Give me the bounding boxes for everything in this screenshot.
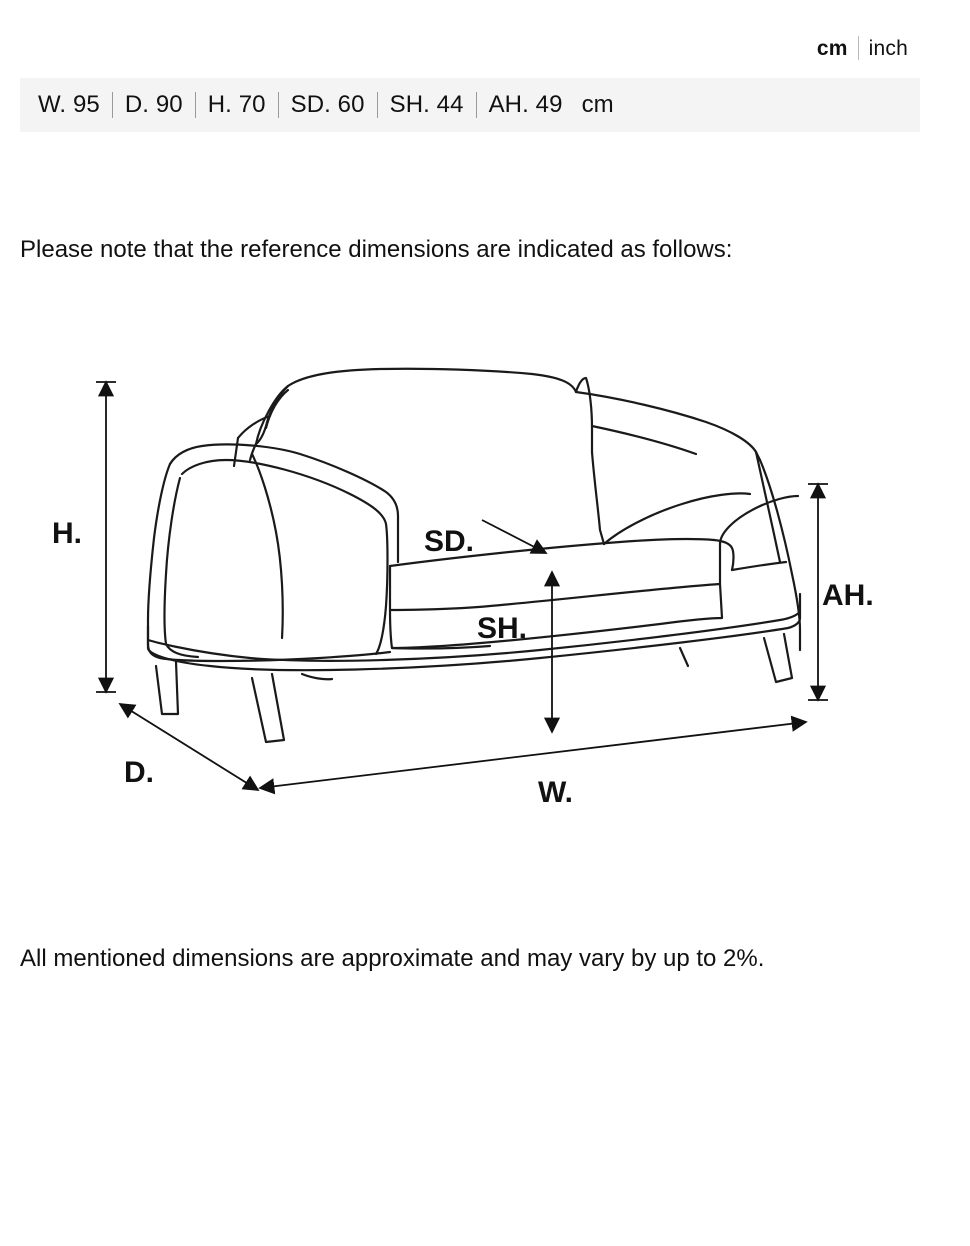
label-arm-height: AH. [822,579,874,612]
dimensions-band [20,78,920,132]
dimension-seat-depth: SD. 60 [290,91,365,118]
dimension-arm-height: AH. 49 [488,91,563,118]
dimension-divider [195,92,196,118]
unit-toggle[interactable] [807,36,918,60]
width-arrow [260,722,806,788]
label-seat-depth: SD. [424,525,475,558]
dimension-divider [278,92,279,118]
dimension-divider [377,92,378,118]
dimension-seat-height: SH. 44 [389,91,464,118]
dimensions-unit-label: cm [581,91,614,118]
armchair-illustration [20,348,940,848]
dimension-divider [476,92,477,118]
label-depth: D. [124,756,154,789]
dimension-height: H. 70 [207,91,266,118]
unit-option-cm[interactable]: cm [816,36,848,60]
label-width: W. [538,776,573,809]
label-height: H. [52,517,82,550]
dimension-depth: D. 90 [124,91,183,118]
label-seat-height: SH. [477,612,528,645]
unit-option-inch[interactable]: inch [868,36,908,60]
armchair-dimension-diagram [20,348,940,848]
dimension-width: W. 95 [38,91,100,118]
approximate-dimensions-note: All mentioned dimensions are approximate and may vary by up to 2%. [20,945,765,972]
reference-dimensions-note: Please note that the reference dimensions are indicated as follows: [20,236,733,263]
dimensions-list [38,91,614,119]
dimension-divider [112,92,113,118]
seat-depth-arrow [482,520,546,553]
